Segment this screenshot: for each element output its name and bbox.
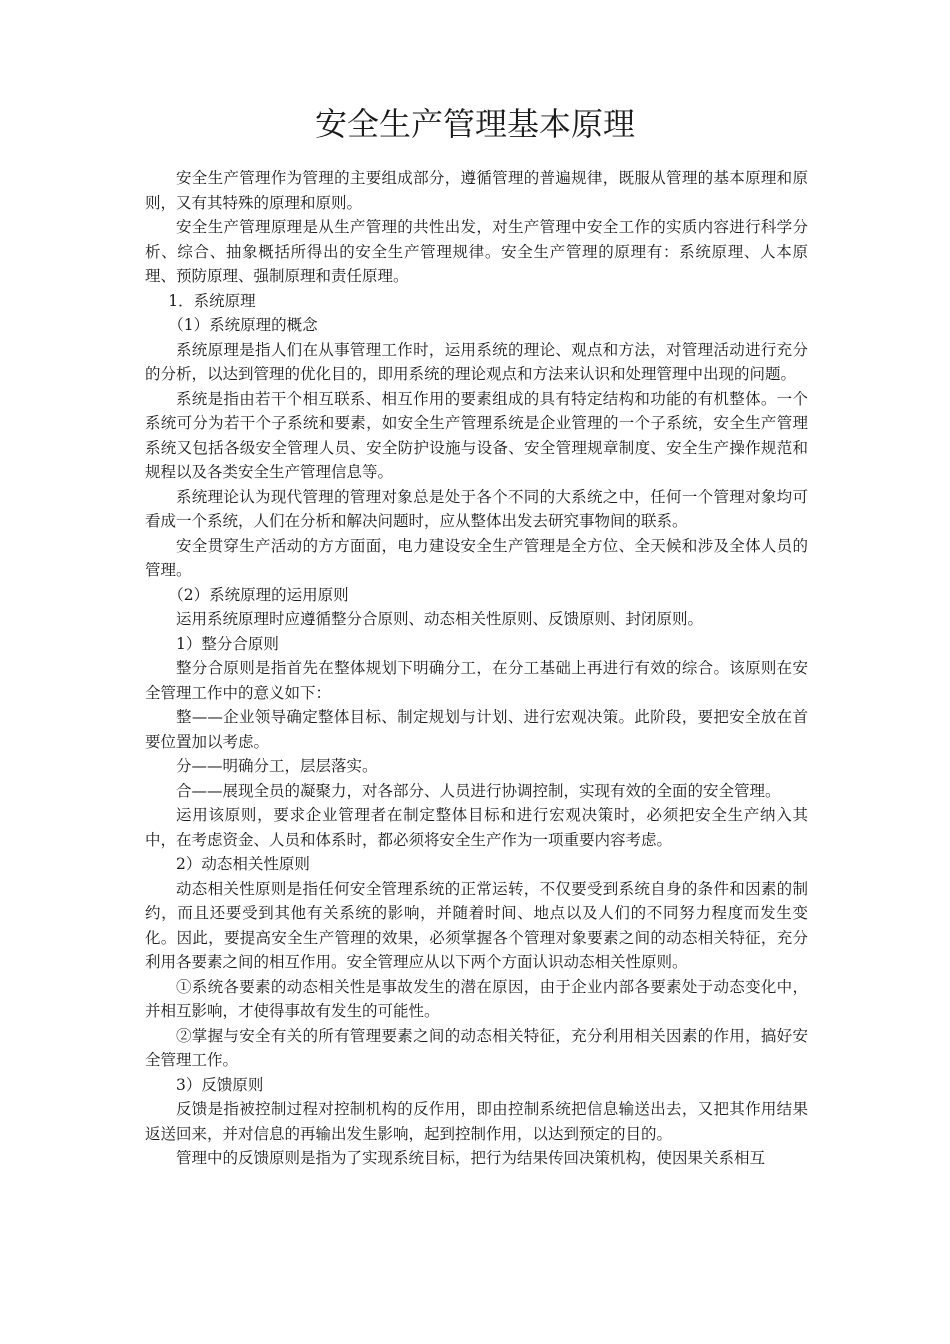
item-heading-feedback: 3）反馈原则 — [176, 1075, 264, 1094]
paragraph-dynamic-definition: 动态相关性原则是指任何安全管理系统的正常运转，不仅要受到系统自身的条件和因素的制约，而且还要受到其他有关系统的影响，并随着时间、地点以及人们的不同努力程度而发生变化。因此，要提高安全生产管理的效果，必须掌握各个管理对象要素之间的动态相关特征，充分利用各要素之间的相互作用。安全管理应从以下两个方面认识动态相关性原则。 — [145, 879, 808, 971]
paragraph-dynamic-point-2: ②掌握与安全有关的所有管理要素之间的动态相关特征，充分利用相关因素的作用，搞好安全管理工作。 — [145, 1026, 808, 1069]
item-heading-integration: 1）整分合原则 — [176, 634, 279, 653]
paragraph-system-definition: 系统是指由若干个相互联系、相互作用的要素组成的具有特定结构和功能的有机整体。一个系统可分为若干个子系统和要素，如安全生产管理系统是企业管理的一个子系统，安全生产管理系统又包括各级安全管理人员、安全防护设施与设备、安全管理规章制度、安全生产操作规范和规程以及各类安全生产管理信息等。 — [145, 389, 808, 481]
paragraph-system-principle-definition: 系统原理是指人们在从事管理工作时，运用系统的理论、观点和方法，对管理活动进行充分的分析，以达到管理的优化目的，即用系统的理论观点和方法来认识和处理管理中出现的问题。 — [145, 340, 808, 383]
paragraph-integration-whole: 整——企业领导确定整体目标、制定规划与计划、进行宏观决策。此阶段，要把安全放在首要位置加以考虑。 — [145, 708, 808, 751]
paragraph-application-principles: 运用系统原理时应遵循整分合原则、动态相关性原则、反馈原则、封闭原则。 — [176, 610, 704, 628]
paragraph-system-theory: 系统理论认为现代管理的管理对象总是处于各个不同的大系统之中，任何一个管理对象均可看成一个系统，人们在分析和解决问题时，应从整体出发去研究事物间的联系。 — [145, 487, 808, 530]
document-title: 安全生产管理基本原理 — [314, 105, 635, 143]
paragraph-safety-coverage: 安全贯穿生产活动的方方面面，电力建设安全生产管理是全方位、全天候和涉及全体人员的管理。 — [145, 536, 808, 579]
paragraph-feedback-management: 管理中的反馈原则是指为了实现系统目标，把行为结果传回决策机构，使因果关系相互 — [176, 1149, 766, 1167]
subsection-heading-application: （2）系统原理的运用原则 — [168, 585, 349, 604]
paragraph-principles-overview: 安全生产管理原理是从生产管理的共性出发，对生产管理中安全工作的实质内容进行科学分析、综合、抽象概括所得出的安全生产管理规律。安全生产管理的原理有：系统原理、人本原理、预防原理、强制原理和责任原理。 — [145, 218, 808, 285]
paragraph-integration-usage: 运用该原则，要求企业管理者在制定整体目标和进行宏观决策时，必须把安全生产纳入其中，在考虑资金、人员和体系时，都必须将安全生产作为一项重要内容考虑。 — [145, 806, 808, 849]
paragraph-integration-combine: 合——展现全员的凝聚力，对各部分、人员进行协调控制，实现有效的全面的安全管理。 — [176, 781, 781, 800]
paragraph-intro: 安全生产管理作为管理的主要组成部分，遵循管理的普遍规律，既服从管理的基本原理和原则，又有其特殊的原理和原则。 — [145, 169, 808, 212]
section-heading-system-principle: 1．系统原理 — [168, 291, 256, 310]
paragraph-dynamic-point-1: ①系统各要素的动态相关性是事故发生的潜在原因，由于企业内部各要素处于动态变化中，并相互影响，才使得事故有发生的可能性。 — [145, 977, 808, 1020]
paragraph-integration-definition: 整分合原则是指首先在整体规划下明确分工，在分工基础上再进行有效的综合。该原则在安全管理工作中的意义如下： — [145, 659, 808, 702]
subsection-heading-concept: （1）系统原理的概念 — [168, 316, 318, 334]
item-heading-dynamic: 2）动态相关性原则 — [176, 855, 310, 873]
document-body — [145, 166, 808, 1171]
paragraph-integration-divide: 分——明确分工，层层落实。 — [176, 757, 378, 775]
paragraph-feedback-definition: 反馈是指被控制过程对控制机构的反作用，即由控制系统把信息输送出去，又把其作用结果返送回来，并对信息的再输出发生影响，起到控制作用，以达到预定的目的。 — [145, 1100, 808, 1143]
